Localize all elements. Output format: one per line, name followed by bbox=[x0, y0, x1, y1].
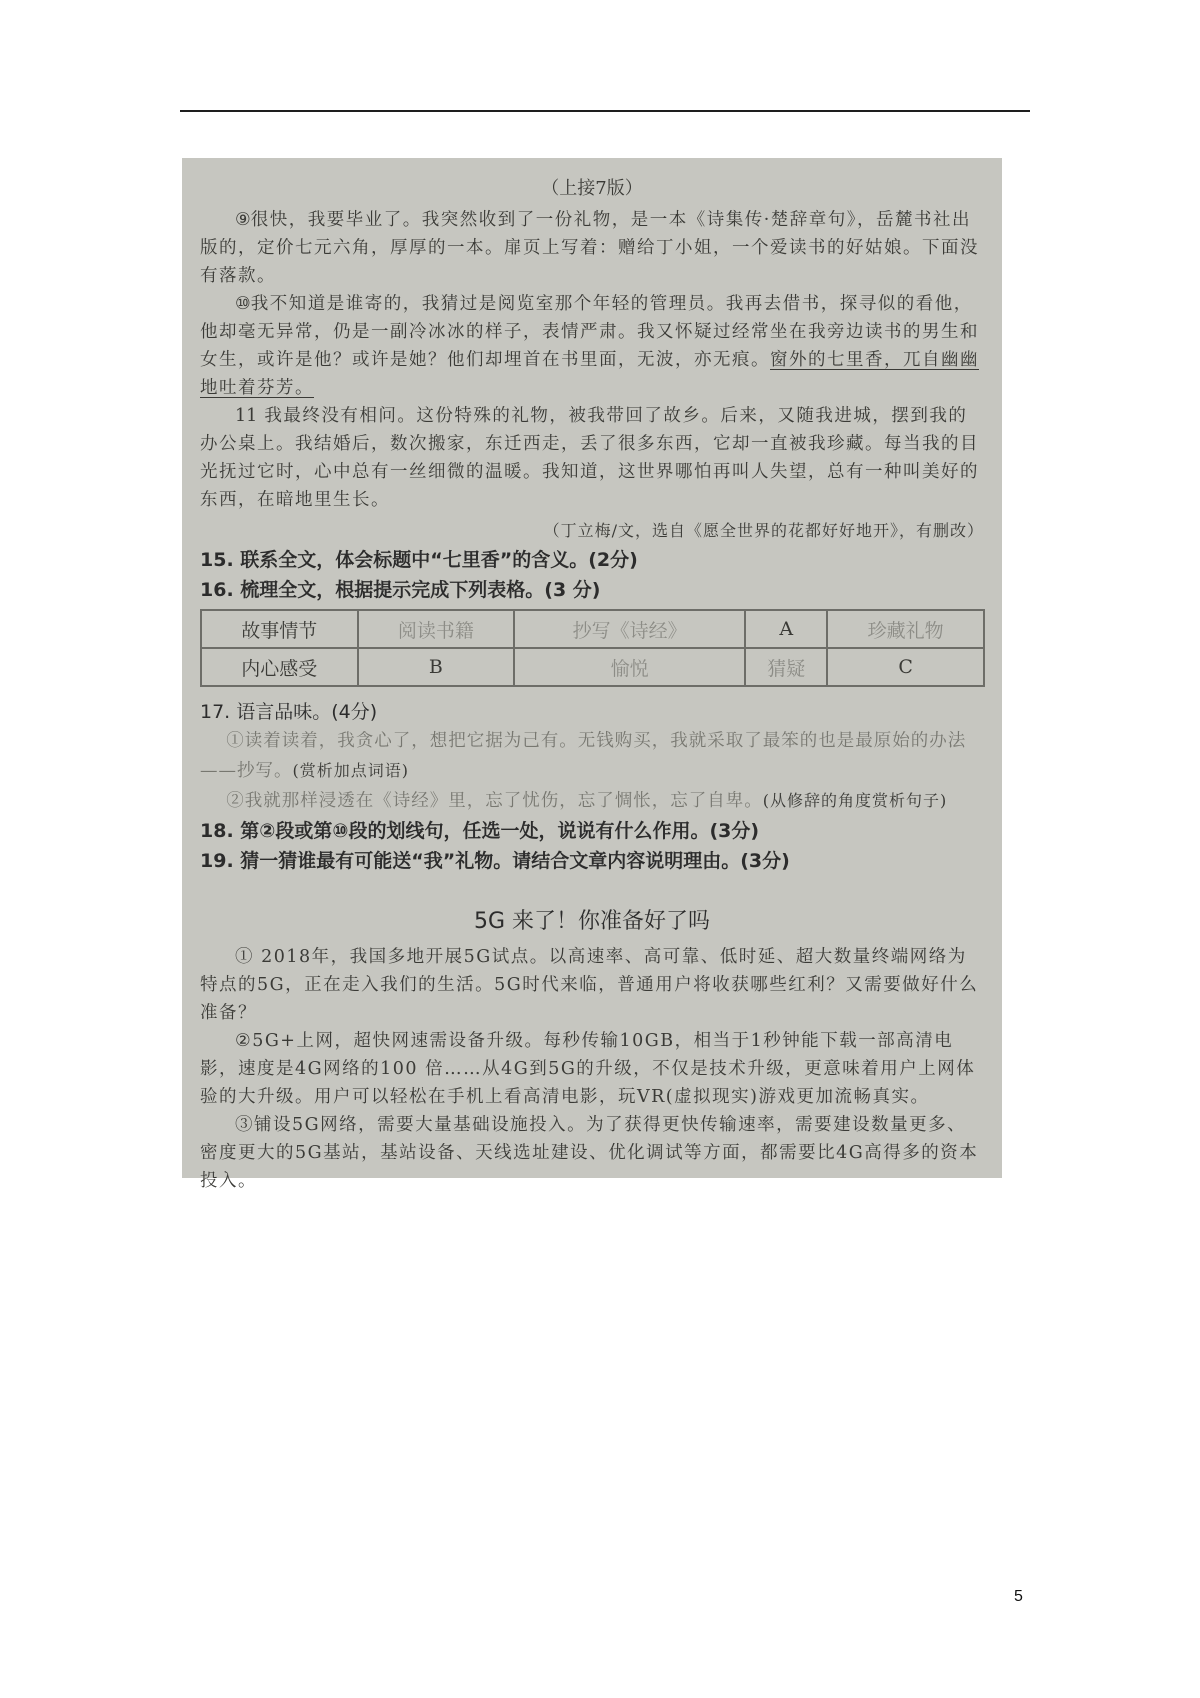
question-17-item-2 bbox=[200, 786, 984, 816]
source-citation: （丁立梅/文，选自《愿全世界的花都好好地开》，有删改） bbox=[543, 521, 984, 540]
paragraph-9 bbox=[200, 206, 984, 290]
table-cell: 抄写《诗经》 bbox=[514, 610, 745, 648]
table-row bbox=[201, 648, 984, 686]
question-19: 19. 猜一猜谁最有可能送“我”礼物。请结合文章内容说明理由。(3分) bbox=[200, 850, 790, 872]
question-17-item-1 bbox=[200, 727, 984, 786]
question-16: 16. 梳理全文，根据提示完成下列表格。(3 分) bbox=[200, 579, 601, 601]
plot-table bbox=[200, 609, 985, 687]
continued-from-label: （上接7版） bbox=[541, 178, 643, 199]
paragraph-text: 我不知道是谁寄的，我猜过是阅览室那个年轻的管理员。我再去借书，探寻似的看他，他却毫无异常，仍是一副冷冰冰的样子，表情严肃。我又怀疑过经常坐在我旁边读书的男生和女生，或许是他？或许是她？他们却埋首在书里面，无波，亦无痕。 bbox=[200, 294, 979, 370]
table-cell: B bbox=[358, 648, 515, 686]
paragraph-number: ⑨ bbox=[235, 210, 251, 230]
paragraph-number: 11 bbox=[235, 406, 258, 426]
underlined-sentence: 窗外的七里香，兀自幽幽地吐着芬芳。 bbox=[200, 350, 979, 398]
sub-question-text: ②我就那样浸透在《诗经》里，忘了忧伤，忘了惆怅，忘了自卑。 bbox=[226, 791, 763, 811]
table-cell: C bbox=[827, 648, 984, 686]
table-cell: 珍藏礼物 bbox=[827, 610, 984, 648]
article-paragraph-1: ① 2018年，我国多地开展5G试点。以高速率、高可靠、低时延、超大数量终端网络为特点的5G，正在走入我们的生活。5G时代来临，普通用户将收获哪些红利？又需要做好什么准备？ bbox=[200, 947, 979, 1023]
table-cell: 内心感受 bbox=[201, 648, 358, 686]
sub-question-note: (赏析加点词语) bbox=[292, 761, 409, 780]
paragraph-text: 很快，我要毕业了。我突然收到了一份礼物，是一本《诗集传·楚辞章句》，岳麓书社出版的，定价七元六角，厚厚的一本。扉页上写着：赠给丁小姐，一个爱读书的好姑娘。下面没有落款。 bbox=[200, 210, 979, 286]
paragraph-11 bbox=[200, 402, 984, 514]
article-paragraph-2: ②5G+上网，超快网速需设备升级。每秒传输10GB，相当于1秒钟能下载一部高清电影，速度是4G网络的100 倍……从4G到5G的升级，不仅是技术升级，更意味着用户上网体验的大升级。用户可以轻松在手机上看高清电影，玩VR(虚拟现实)游戏更加流畅真实。 bbox=[200, 1031, 976, 1107]
question-17: 17. 语言品味。(4分) bbox=[200, 701, 378, 723]
table-cell: A bbox=[745, 610, 827, 648]
table-cell: 阅读书籍 bbox=[358, 610, 515, 648]
scanned-newspaper-clipping bbox=[182, 158, 1002, 1191]
sub-question-note: (从修辞的角度赏析句子) bbox=[762, 791, 948, 810]
sub-question-text: ①读着读着，我贪心了，想把它据为己有。无钱购买，我就采取了最笨的也是最原始的办法——抄写。 bbox=[200, 731, 967, 781]
header-rule bbox=[180, 110, 1030, 112]
question-15: 15. 联系全文，体会标题中“七里香”的含义。(2分) bbox=[200, 549, 638, 571]
paragraph-text: 我最终没有相问。这份特殊的礼物，被我带回了故乡。后来，又随我进城，摆到我的办公桌上。我结婚后，数次搬家，东迁西走，丢了很多东西，它却一直被我珍藏。每当我的目光抚过它时，心中总有一丝细微的温暖。我知道，这世界哪怕再叫人失望，总有一种叫美好的东西，在暗地里生长。 bbox=[200, 406, 979, 510]
table-row bbox=[201, 610, 984, 648]
table-cell: 故事情节 bbox=[201, 610, 358, 648]
table-cell: 愉悦 bbox=[514, 648, 745, 686]
paragraph-number: ⑩ bbox=[235, 294, 251, 314]
article-paragraph-3: ③铺设5G网络，需要大量基础设施投入。为了获得更快传输速率，需要建设数量更多、密度更大的5G基站，基站设备、天线选址建设、优化调试等方面，都需要比4G高得多的资本投入。 bbox=[200, 1115, 979, 1191]
page-number: 5 bbox=[1014, 1588, 1023, 1605]
article-title: 5G 来了！你准备好了吗 bbox=[473, 909, 711, 934]
table-cell: 猜疑 bbox=[745, 648, 827, 686]
question-18: 18. 第②段或第⑩段的划线句，任选一处，说说有什么作用。(3分) bbox=[200, 820, 760, 842]
paragraph-10 bbox=[200, 290, 984, 402]
